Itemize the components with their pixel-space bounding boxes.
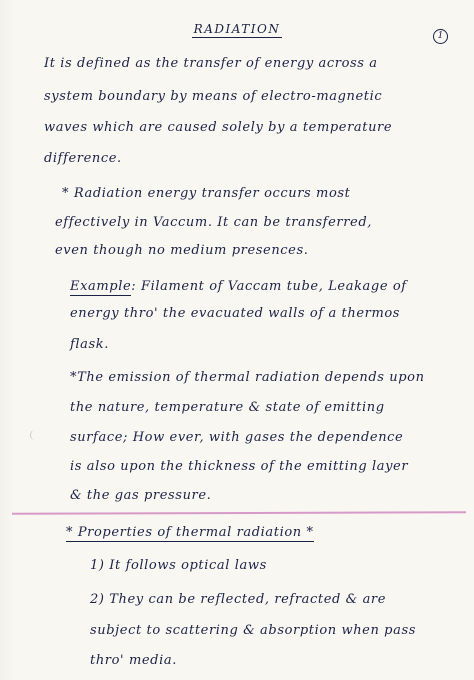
note-line: *The emission of thermal radiation depends upon [70,370,425,385]
note-line: effectively in Vaccum. It can be transferred, [55,215,372,230]
definition-line: system boundary by means of electro-magnetic [44,89,383,104]
note-line: the nature, temperature & state of emitting [70,400,385,415]
note-line: even though no medium presences. [55,243,309,258]
note-line: is also upon the thickness of the emitting layer [70,459,409,474]
example-text: : Filament of Vaccam tube, Leakage of [131,279,407,294]
property-item: 2) They can be reflected, refracted & are [90,592,387,607]
page-number: 1 [433,29,448,44]
properties-heading: * Properties of thermal radiation * [66,525,314,540]
example-label: Example [70,279,132,294]
binder-hole-mark [30,430,39,440]
note-line: & the gas pressure. [70,488,212,503]
example-line [70,278,407,296]
definition-line: difference. [44,151,122,166]
definition-line: waves which are caused solely by a temperature [44,120,393,135]
note-line: * Radiation energy transfer occurs most [62,186,351,201]
property-item: subject to scattering & absorption when pass [90,623,416,638]
note-line: surface; How ever, with gases the dependence [70,430,404,445]
property-item: thro' media. [90,653,177,668]
property-item: 1) It follows optical laws [90,558,267,573]
page-title: RADIATION [193,22,281,36]
definition-line: It is defined as the transfer of energy across a [44,56,378,71]
example-line: flask. [70,337,110,352]
example-line: energy thro' the evacuated walls of a thermos [70,306,401,321]
section-divider [12,511,466,514]
